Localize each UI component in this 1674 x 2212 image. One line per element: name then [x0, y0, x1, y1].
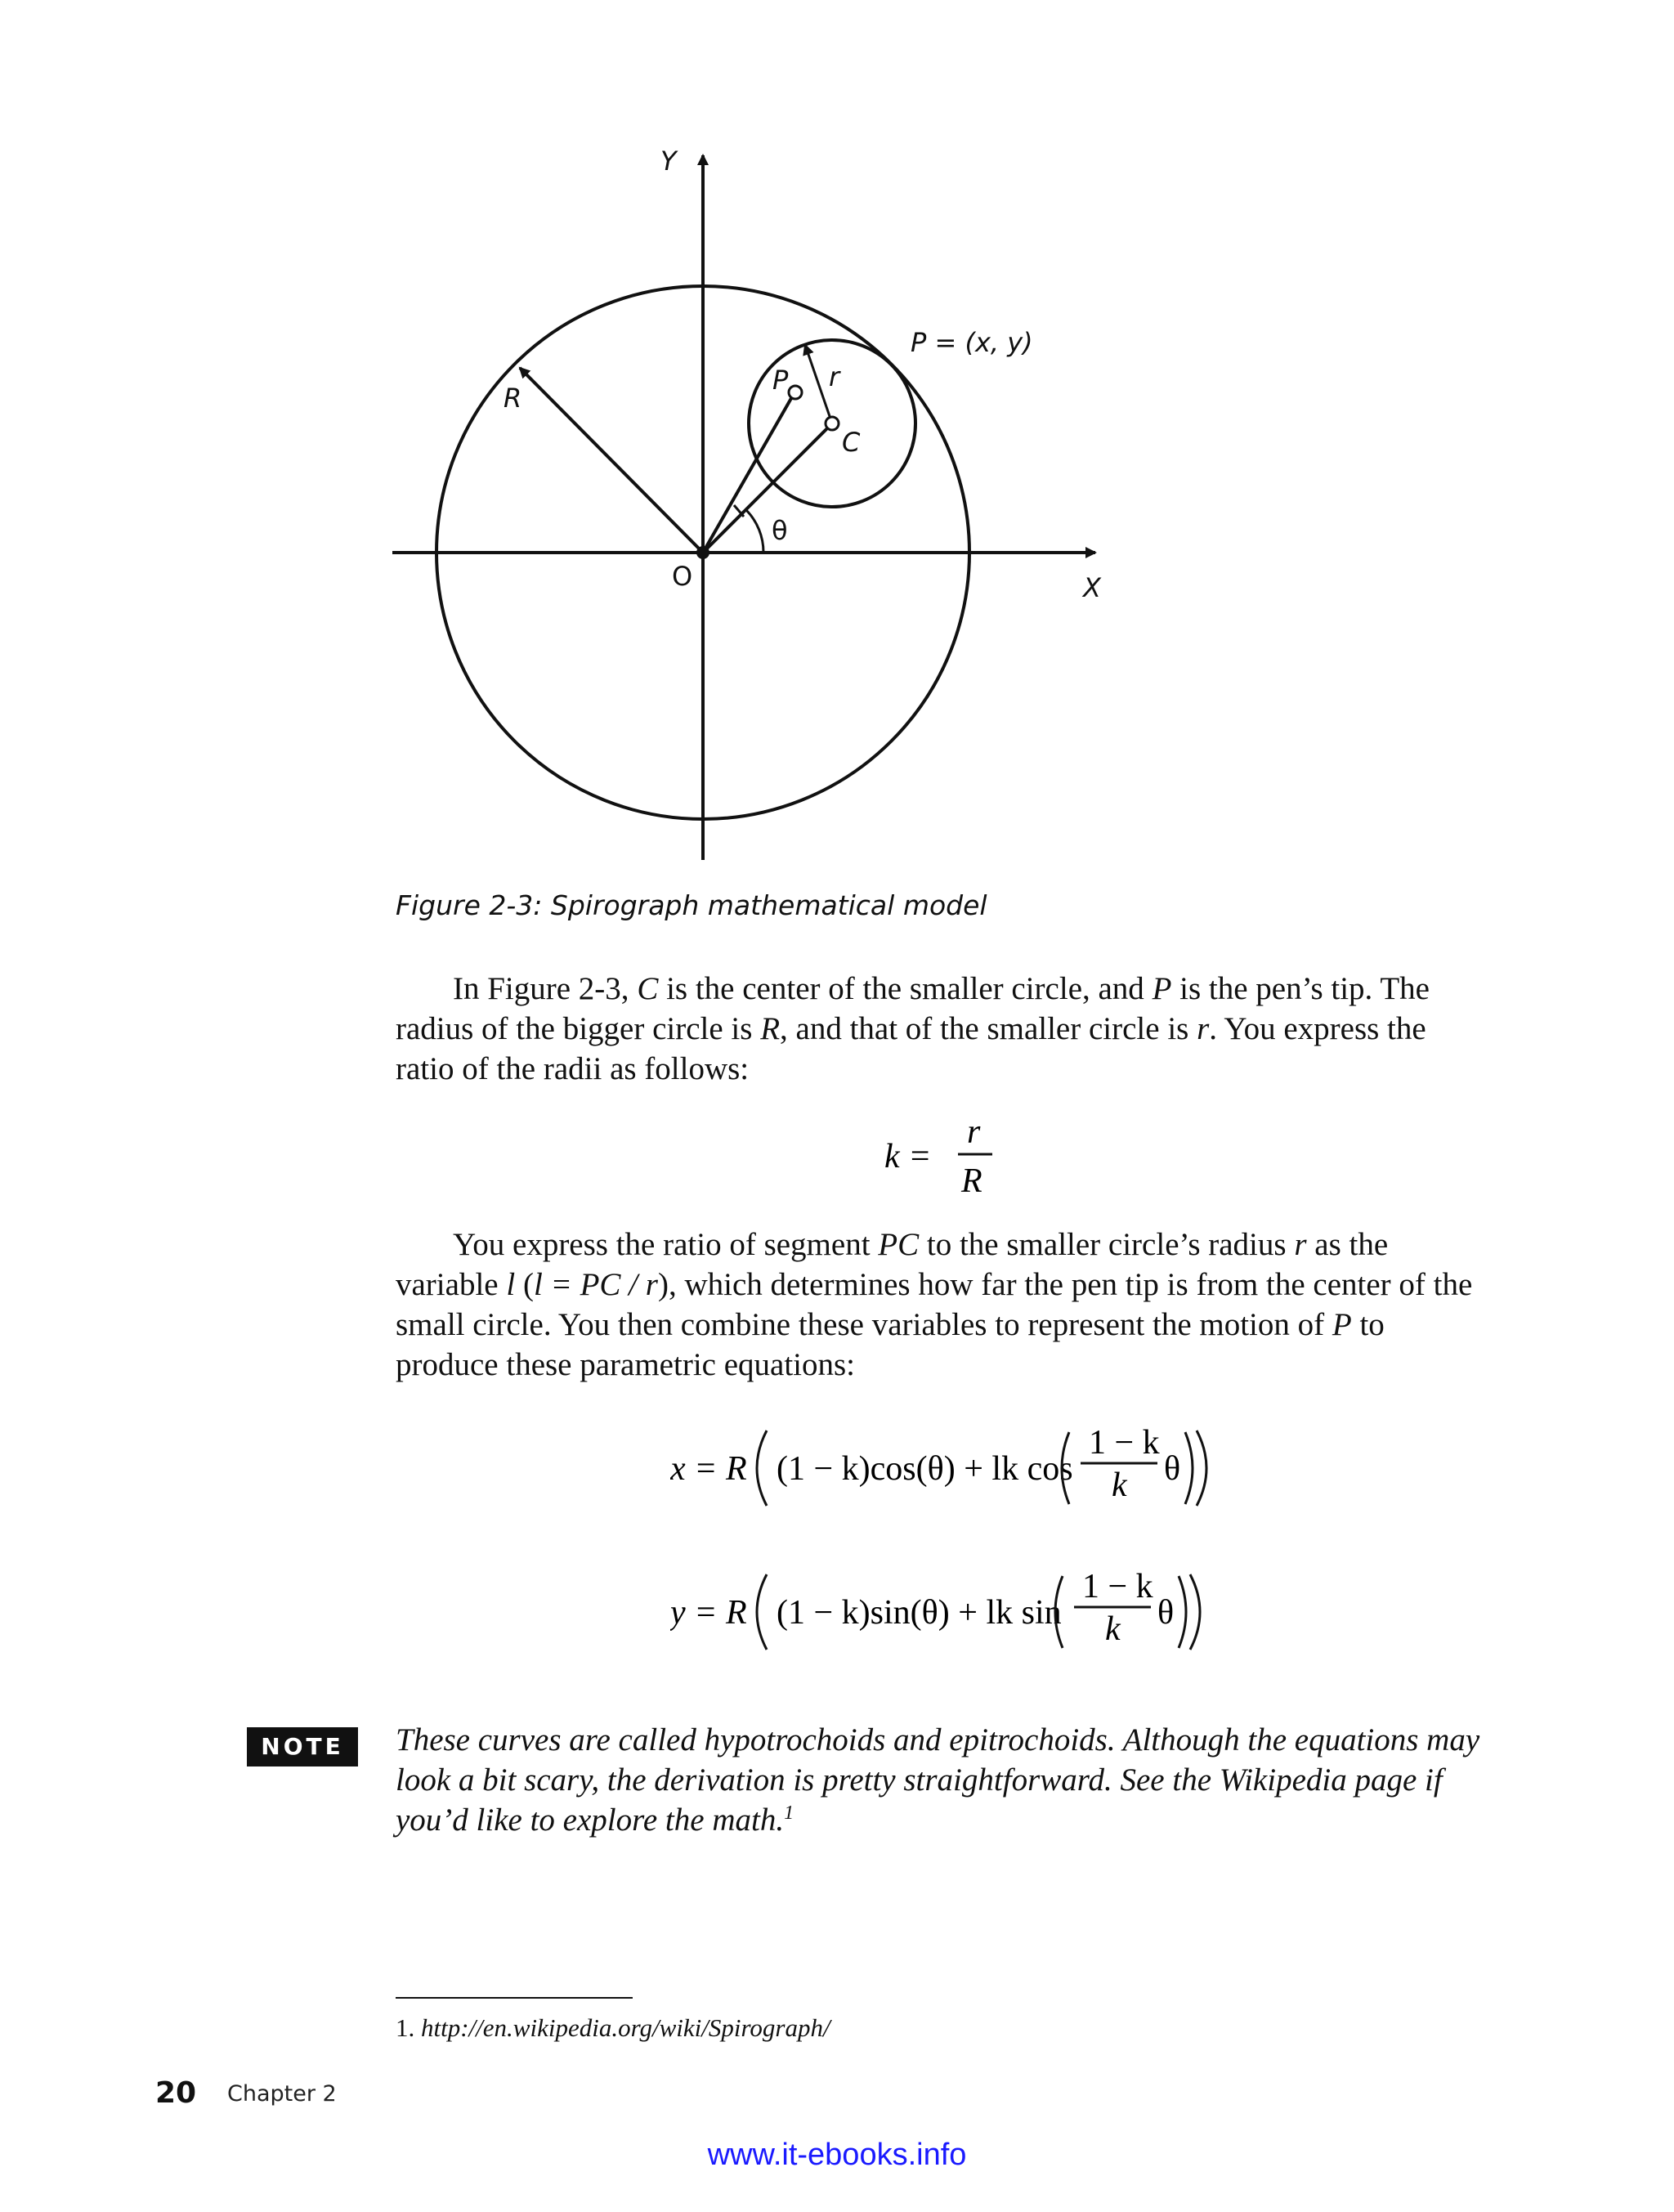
equation-k-lhs: k =: [884, 1138, 932, 1175]
equation-y: [670, 1558, 1210, 1664]
spirograph-figure: [0, 0, 1674, 916]
small-radius-label: r: [829, 361, 840, 392]
para2-text-2: to the smaller circle’s radius: [919, 1227, 1295, 1262]
y-axis-label: Y: [660, 146, 677, 177]
footnote-reference[interactable]: 1: [784, 1802, 794, 1824]
para2-var-p: P: [1332, 1307, 1352, 1342]
para1-var-c: C: [637, 971, 659, 1006]
equation-x-lhs: x = R: [670, 1450, 747, 1488]
figure-caption: Figure 2-3: Spirograph mathematical model: [396, 889, 987, 921]
footnote-number: 1.: [396, 2013, 415, 2042]
para2-var-l: l: [506, 1267, 516, 1302]
big-radius-label: R: [504, 383, 522, 414]
origin-label: O: [672, 561, 693, 592]
big-radius-arrow: [520, 368, 703, 553]
para2-text-6: to produce these parametric equations:: [396, 1307, 1385, 1382]
point-coordinate-label: P = (x, y): [911, 327, 1033, 358]
equation-y-frac-den: k: [1105, 1610, 1121, 1648]
para2-var-pc: PC: [878, 1227, 920, 1262]
equation-y-theta: θ: [1157, 1594, 1175, 1632]
page-number: 20: [155, 2076, 197, 2110]
para1-var-big-r: R: [760, 1011, 781, 1046]
footnote-url-link[interactable]: http://en.wikipedia.org/wiki/Spirograph/: [421, 2013, 830, 2042]
note-label-badge: NOTE: [247, 1727, 358, 1766]
para2-text-3: as the variable: [396, 1227, 1389, 1302]
chapter-label: Chapter 2: [227, 2081, 337, 2107]
watermark-link[interactable]: www.it-ebooks.info: [707, 2138, 967, 2172]
equation-x-theta: θ: [1164, 1450, 1181, 1488]
equation-y-paren-right: [1179, 1576, 1186, 1648]
para1-var-small-r: r: [1197, 1011, 1210, 1046]
equation-y-big-paren-right: [1190, 1574, 1200, 1650]
para1-text-5: . You express the ratio of the radii as follows:: [396, 1011, 1426, 1086]
angle-arc: [746, 510, 763, 553]
spirograph-diagram: [0, 0, 1674, 916]
center-label: C: [842, 427, 861, 458]
equation-x-big-paren-right: [1197, 1431, 1206, 1506]
equation-x-paren-right: [1185, 1432, 1193, 1504]
angle-label: θ: [772, 515, 788, 546]
equation-x-frac-den: k: [1112, 1466, 1127, 1504]
para1-var-p: P: [1152, 971, 1172, 1006]
pen-point-marker: [789, 386, 802, 399]
para2-text-5: ), which determines how far the pen tip is from the center of the small circle. You then combine these variables to represent the motion of: [396, 1267, 1473, 1342]
footnote-rule: [396, 1997, 633, 1999]
x-axis-label: X: [1083, 572, 1101, 603]
note-text: [396, 1720, 1491, 1840]
para1-text-2: is the center of the smaller circle, and: [658, 971, 1153, 1006]
equation-k-numerator: r: [967, 1113, 981, 1151]
para2-var-r: r: [1294, 1227, 1307, 1262]
footnote: [396, 2013, 830, 2043]
pen-label: P: [772, 365, 789, 396]
para1-text-3: is the pen’s tip. The radius of the bigger circle is: [396, 971, 1430, 1046]
body-paragraph-2: [396, 1225, 1491, 1385]
para1-text-1: In Figure 2-3,: [453, 971, 638, 1006]
para2-text-4: (: [515, 1267, 534, 1302]
equation-x-frac-num: 1 − k: [1089, 1424, 1160, 1462]
body-paragraph-1: [396, 969, 1491, 1089]
equation-x: [670, 1414, 1210, 1520]
equation-y-inner: (1 − k)sin(θ) + lk sin: [777, 1594, 1062, 1632]
para2-l-definition: l = PC / r: [533, 1267, 658, 1302]
equation-x-big-paren-left: [757, 1431, 767, 1506]
note-body: These curves are called hypotrochoids and epitrochoids. Although the equations may look a bit scary, the derivation is pretty straightforward. See the Wikipedia page if you’d like to explore the math.: [396, 1722, 1480, 1838]
para1-text-4: , and that of the smaller circle is: [780, 1011, 1197, 1046]
equation-y-big-paren-left: [757, 1574, 767, 1650]
equation-k-denominator: R: [961, 1162, 982, 1200]
equation-y-frac-num: 1 − k: [1082, 1568, 1153, 1605]
equation-k: [883, 1112, 1014, 1202]
equation-y-lhs: y = R: [670, 1594, 747, 1632]
center-point-marker: [826, 417, 839, 430]
para2-text-1: You express the ratio of segment: [453, 1227, 879, 1262]
equation-x-inner: (1 − k)cos(θ) + lk cos: [777, 1450, 1073, 1488]
origin-dot: [696, 546, 709, 559]
